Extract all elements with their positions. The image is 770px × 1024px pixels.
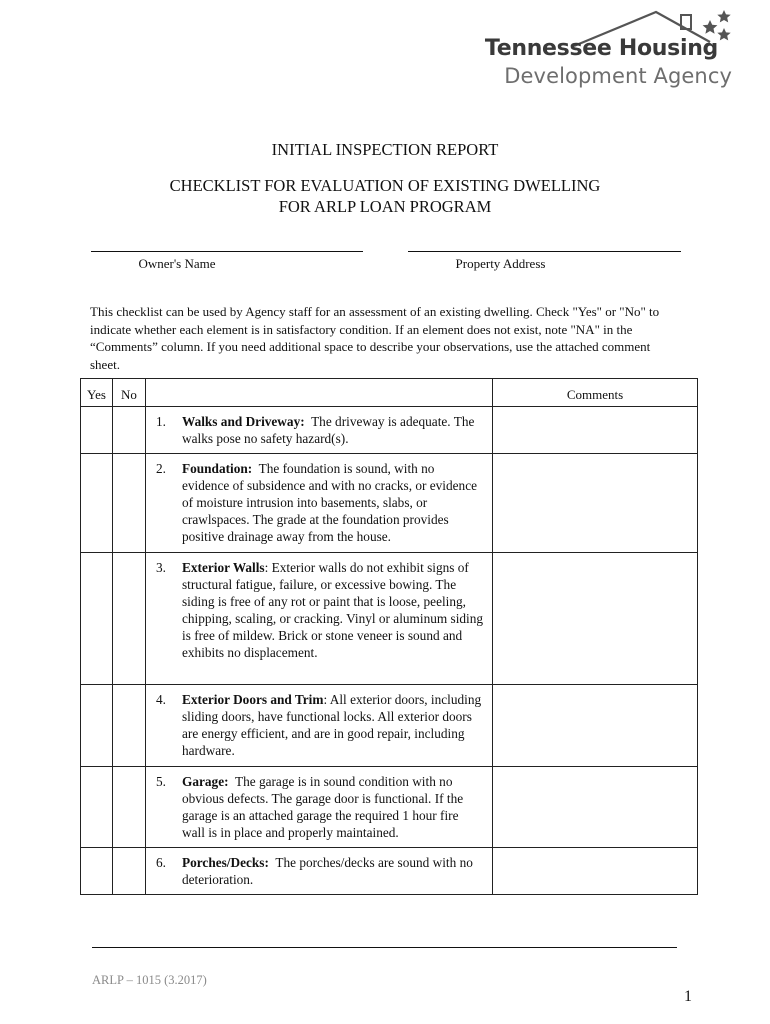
item-title: Porches/Decks: xyxy=(182,855,269,870)
checklist-item xyxy=(146,407,493,454)
page-number: 1 xyxy=(684,988,692,1005)
yes-checkbox-cell[interactable] xyxy=(81,685,113,767)
item-number: 2. xyxy=(156,461,166,476)
comments-cell[interactable] xyxy=(493,685,698,767)
table-row xyxy=(81,454,698,553)
logo-name-line2: Development Agency xyxy=(504,64,732,88)
comments-cell[interactable] xyxy=(493,454,698,553)
no-checkbox-cell[interactable] xyxy=(113,454,146,553)
owner-name-field[interactable] xyxy=(91,251,363,252)
table-row xyxy=(81,407,698,454)
item-number: 5. xyxy=(156,774,166,789)
item-number: 1. xyxy=(156,414,166,429)
item-number: 4. xyxy=(156,692,166,707)
item-title: Exterior Doors and Trim xyxy=(182,692,324,707)
item-number: 3. xyxy=(156,560,166,575)
page-subtitle-line2: FOR ARLP LOAN PROGRAM xyxy=(278,197,492,216)
checklist-item xyxy=(146,848,493,895)
page-subtitle-line1: CHECKLIST FOR EVALUATION OF EXISTING DWELLING xyxy=(169,176,601,195)
item-description: : Exterior walls do not exhibit signs of structural fatigue, failure, or excessive bowing. The siding is free of any rot or paint that is loose, peeling, chipping, scaling, or cracking. Vinyl or aluminum siding is free of mildew. Brick or stone veneer is sound and exhibits no displacement. xyxy=(182,560,484,660)
yes-checkbox-cell[interactable] xyxy=(81,454,113,553)
no-checkbox-cell[interactable] xyxy=(113,407,146,454)
instructions-paragraph: This checklist can be used by Agency staff for an assessment of an existing dwelling. Check "Yes" or "No" to indicate whether each element is in satisfactory condition. If an element does not exist, note "NA" in the “Comments” column. If you need additional space to describe your observations, use the attached comment sheet. xyxy=(90,304,660,372)
comments-cell[interactable] xyxy=(493,553,698,685)
no-checkbox-cell[interactable] xyxy=(113,685,146,767)
item-description: The foundation is sound, with no evidence of subsidence and with no cracks, or evidence of moisture intrusion into basements, slabs, or crawlspaces. The grade at the foundation provides positive drainage away from the house. xyxy=(182,461,477,544)
no-checkbox-cell[interactable] xyxy=(113,848,146,895)
logo-name-line1: Tennessee Housing xyxy=(484,36,718,61)
comments-cell[interactable] xyxy=(493,407,698,454)
yes-checkbox-cell[interactable] xyxy=(81,553,113,685)
checklist-item xyxy=(146,767,493,848)
item-description: The porches/decks are sound with no deterioration. xyxy=(182,855,473,887)
table-row xyxy=(81,767,698,848)
item-title: Walks and Driveway: xyxy=(182,414,305,429)
yes-checkbox-cell[interactable] xyxy=(81,767,113,848)
page-title: INITIAL INSPECTION REPORT xyxy=(271,140,499,159)
no-checkbox-cell[interactable] xyxy=(113,553,146,685)
comments-cell[interactable] xyxy=(493,848,698,895)
table-row xyxy=(81,553,698,685)
item-description: The driveway is adequate. The walks pose no safety hazard(s). xyxy=(182,414,475,446)
item-description: : All exterior doors, including sliding doors, have functional locks. All exterior doors are energy efficient, and are in good repair, including hardware. xyxy=(182,692,482,758)
yes-checkbox-cell[interactable] xyxy=(81,407,113,454)
property-address-label: Property Address xyxy=(455,256,546,271)
checklist-item xyxy=(146,454,493,553)
item-number: 6. xyxy=(156,855,166,870)
item-title: Foundation: xyxy=(182,461,253,476)
item-title: Exterior Walls xyxy=(182,560,265,575)
comments-cell[interactable] xyxy=(493,767,698,848)
no-checkbox-cell[interactable] xyxy=(113,767,146,848)
property-address-field[interactable] xyxy=(408,251,681,252)
footer-divider xyxy=(92,947,677,948)
item-title: Garage: xyxy=(182,774,229,789)
no-column-header: No xyxy=(113,379,146,407)
form-code: ARLP – 1015 (3.2017) xyxy=(92,973,207,987)
checklist-item xyxy=(146,685,493,767)
inspection-checklist-table xyxy=(80,378,698,895)
table-header-row xyxy=(81,379,698,407)
comments-column-header: Comments xyxy=(493,379,698,407)
owner-name-label: Owner's Name xyxy=(138,256,216,271)
yes-column-header: Yes xyxy=(81,379,113,407)
table-row xyxy=(81,848,698,895)
checklist-item xyxy=(146,553,493,685)
yes-checkbox-cell[interactable] xyxy=(81,848,113,895)
table-row xyxy=(81,685,698,767)
item-column-header xyxy=(146,379,493,407)
item-description: The garage is in sound condition with no obvious defects. The garage door is functional. If the garage is an attached garage the required 1 hour fire wall is in place and properly maintained. xyxy=(182,774,464,840)
